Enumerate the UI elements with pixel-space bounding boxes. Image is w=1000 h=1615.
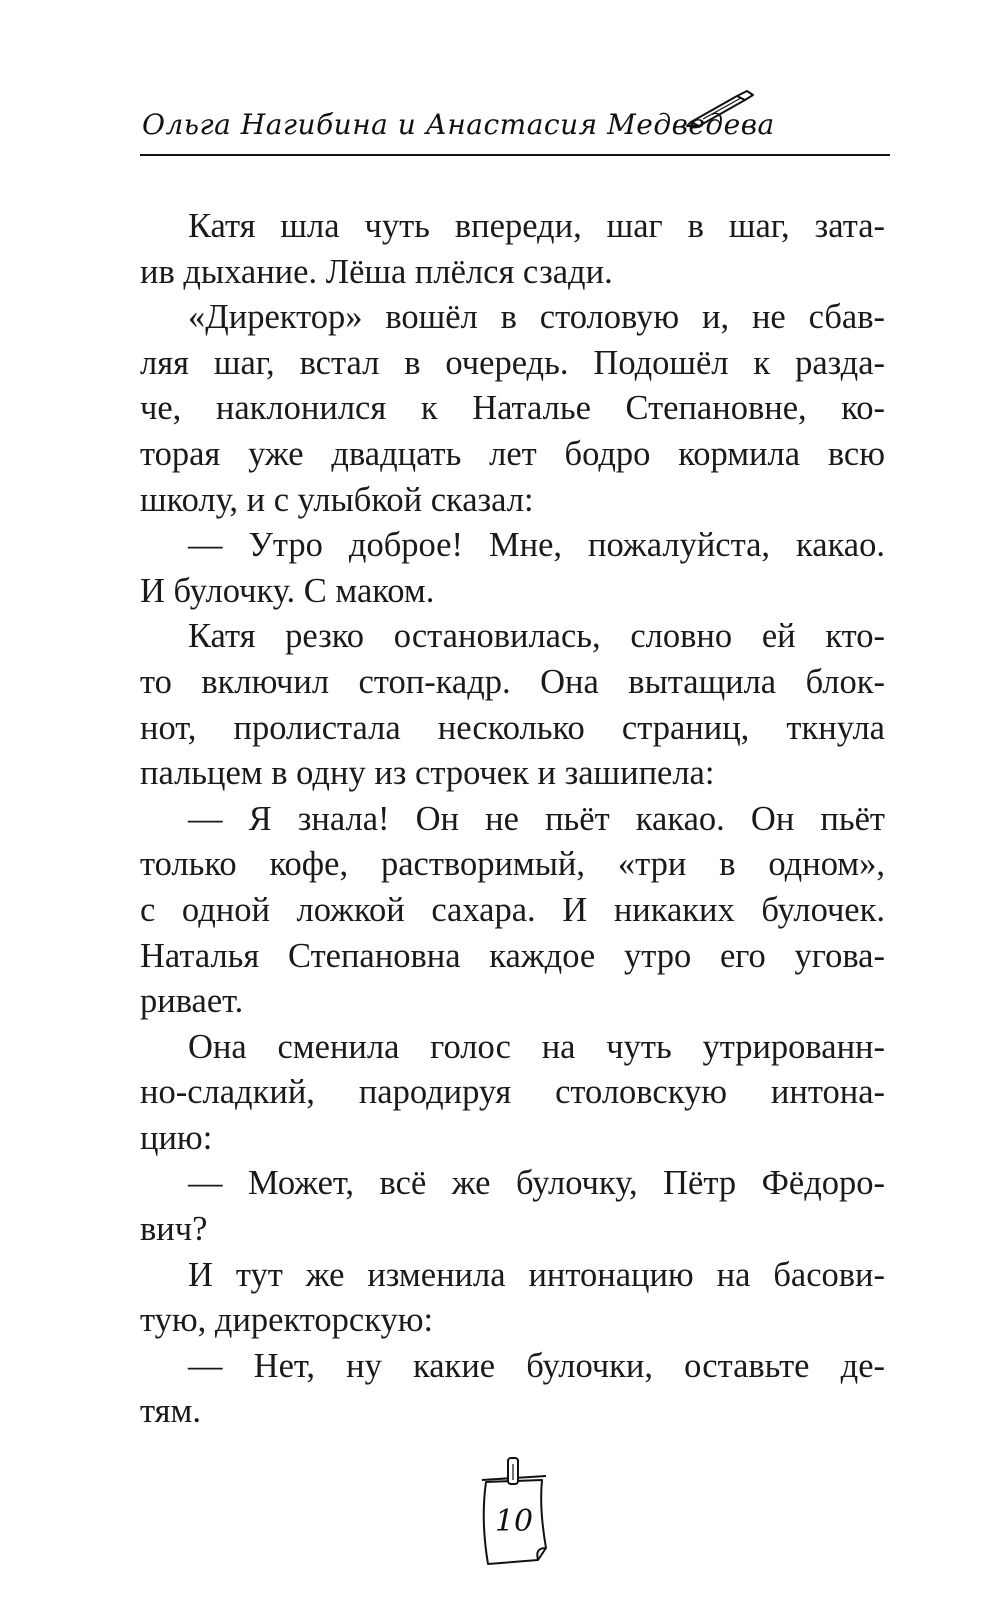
- text-line: вич?: [140, 1210, 208, 1249]
- text-line: школу, и с улыбкой сказал:: [140, 480, 534, 519]
- text-line: ив дыхание. Лёша плёлся сзади.: [140, 252, 613, 291]
- text-line: — Может, всё же булочку, Пётр Фёдоро-: [188, 1164, 885, 1203]
- text-line: тям.: [140, 1392, 201, 1431]
- text-line: только кофе, растворимый, «три в одном»,: [140, 845, 885, 884]
- text-line: но-сладкий, пародируя столовскую интона-: [140, 1073, 885, 1112]
- text-line: с одной ложкой сахара. И никаких булочек.: [140, 890, 885, 929]
- paragraph: [140, 614, 885, 796]
- text-line: торая уже двадцать лет бодро кормила всю: [140, 434, 885, 473]
- pen-icon: [685, 88, 755, 128]
- text-line: тую, директорскую:: [140, 1301, 434, 1340]
- text-line: И тут же изменила интонацию на басови-: [188, 1255, 885, 1294]
- text-line: «Директор» вошёл в столовую и, не сбав-: [188, 298, 885, 337]
- paragraph: [140, 1025, 885, 1162]
- text-line: Наталья Степановна каждое утро его угова-: [140, 936, 885, 975]
- text-line: че, наклонился к Наталье Степановне, ко-: [140, 389, 885, 428]
- header-rule: [140, 154, 890, 156]
- text-line: цию:: [140, 1118, 213, 1157]
- page-number: 10: [494, 1504, 534, 1539]
- text-line: то включил стоп-кадр. Она вытащила блок-: [140, 662, 885, 701]
- text-line: Она сменила голос на чуть утрированн-: [188, 1027, 885, 1066]
- paragraph: [140, 295, 885, 523]
- text-line: ляя шаг, встал в очередь. Подошёл к разда-: [140, 343, 885, 382]
- paragraph: [140, 523, 885, 614]
- body-text: [140, 204, 885, 1435]
- page-number-note: [472, 1450, 552, 1570]
- text-line: — Нет, ну какие булочки, оставьте де-: [188, 1346, 885, 1385]
- text-line: Катя шла чуть впереди, шаг в шаг, зата-: [188, 207, 885, 245]
- text-line: ривает.: [140, 982, 244, 1021]
- running-header: [140, 88, 890, 160]
- text-line: нот, пролистала несколько страниц, ткнула: [140, 708, 885, 747]
- text-line: пальцем в одну из строчек и зашипела:: [140, 754, 715, 793]
- text-line: — Утро доброе! Мне, пожалуйста, какао.: [188, 526, 885, 565]
- paragraph: [140, 1161, 885, 1252]
- text-line: — Я знала! Он не пьёт какао. Он пьёт: [188, 799, 885, 838]
- paragraph: [140, 1344, 885, 1435]
- paragraph: [140, 204, 885, 295]
- text-line: Катя резко остановилась, словно ей кто-: [188, 617, 885, 656]
- paragraph: [140, 797, 885, 1025]
- text-line: И булочку. С маком.: [140, 571, 435, 610]
- paragraph: [140, 1253, 885, 1344]
- running-title: Ольга Нагибина и Анастасия Медведева: [142, 108, 775, 141]
